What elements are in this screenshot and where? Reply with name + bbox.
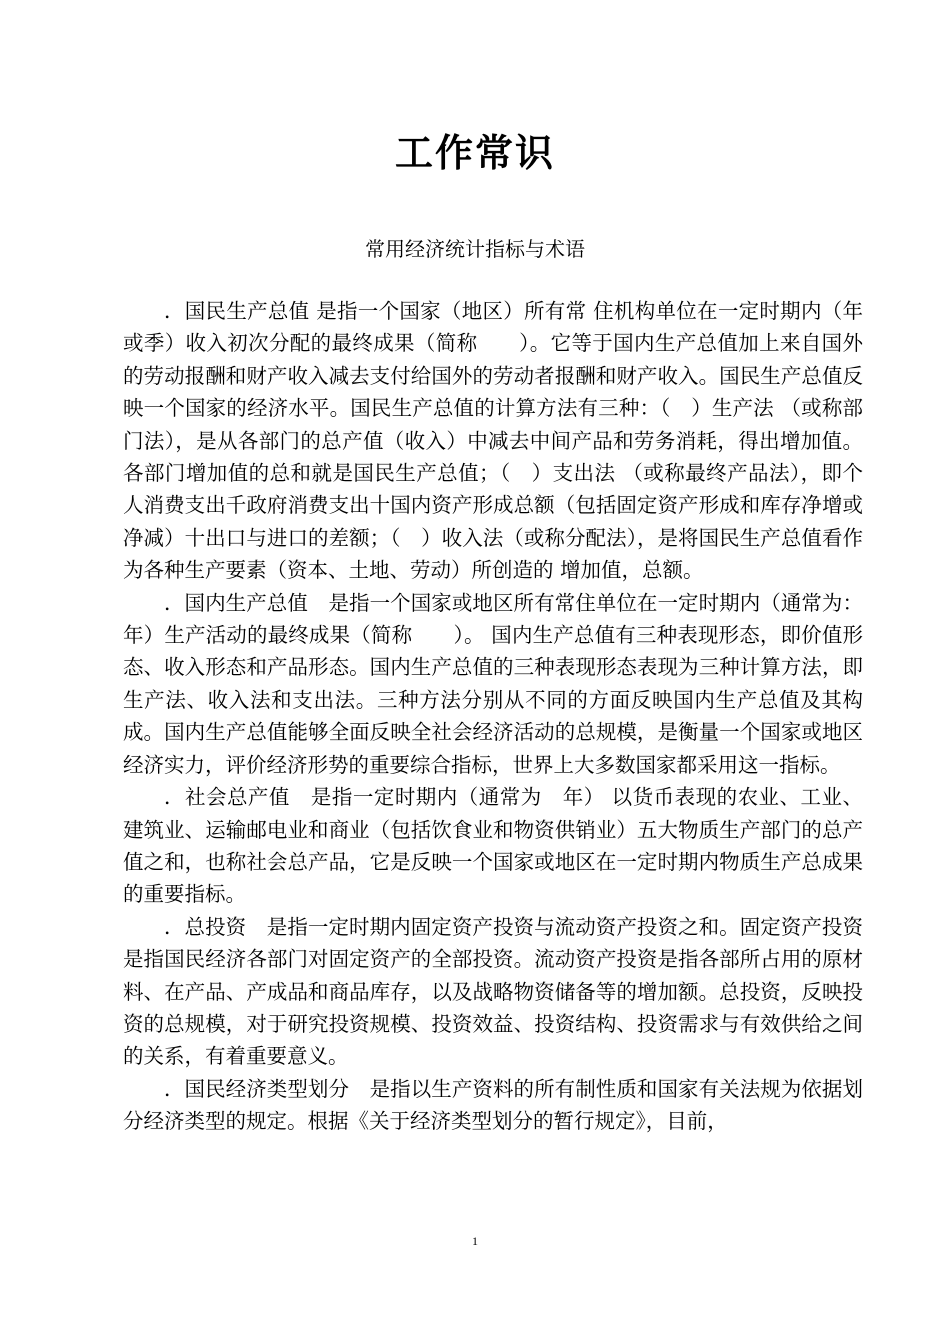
page-title: 工作常识 — [394, 131, 555, 175]
document-subtitle: 常用经济统计指标与术语 — [365, 237, 585, 261]
paragraph-gnp: ．国民生产总值 是指一个国家（地区）所有常 住机构单位在一定时期内（年或季）收入初次分配的最终成果（简称 ）。它等于国内生产总值加上来自国外的劳动报酬和财产收入减去支付给国外的劳动者报酬和财产收入。国民生产总值反映一个国家的经济水平。国民生产总值的计算方法有三种：（ ）生产法 （或称部门法），是从各部门的总产值（收入）中减去中间产品和劳务消耗，得出增加值。各部门增加值的总和就是国民生产总值；（ ）支出法 （或称最终产品法），即个人消费支出千政府消费支出十国内资产形成总额（包括固定资产形成和库存净增或净减）十出口与进口的差额；（ ）收入法（或称分配法），是将国民生产总值看作为各种生产要素（资本、土地、劳动）所创造的 增加值，总额。 — [123, 299, 863, 583]
page-number: 1 — [472, 1234, 478, 1248]
paragraph-social-output: ．社会总产值 是指一定时期内（通常为 年） 以货币表现的农业、工业、建筑业、运输邮电业和商业（包括饮食业和物资供销业）五大物质生产部门的总产值之和，也称社会总产品，它是反映一个国家或地区在一定时期内物质生产总成果的重要指标。 — [123, 785, 863, 907]
paragraph-economic-type: ．国民经济类型划分 是指以生产资料的所有制性质和国家有关法规为依据划分经济类型的规定。根据《关于经济类型划分的暂行规定》，目前， — [123, 1076, 863, 1134]
document-body — [123, 295, 863, 1138]
paragraph-gdp: ．国内生产总值 是指一个国家或地区所有常住单位在一定时期内（通常为：年）生产活动的最终成果（简称 ）。 国内生产总值有三种表现形态，即价值形态、收入形态和产品形态。国内生产总值的三种表现形态表现为三种计算方法，即生产法、收入法和支出法。三种方法分别从不同的方面反映国内生产总值及其构成。国内生产总值能够全面反映全社会经济活动的总规模，是衡量一个国家或地区经济实力，评价经济形势的重要综合指标，世界上大多数国家都采用这一指标。 — [123, 590, 863, 777]
paragraph-total-investment: ．总投资 是指一定时期内固定资产投资与流动资产投资之和。固定资产投资是指国民经济各部门对固定资产的全部投资。流动资产投资是指各部所占用的原材料、在产品、产成品和商品库存，以及战略物资储备等的增加额。总投资，反映投资的总规模，对于研究投资规模、投资效益、投资结构、投资需求与有效供给之间的关系，有着重要意义。 — [123, 914, 863, 1069]
